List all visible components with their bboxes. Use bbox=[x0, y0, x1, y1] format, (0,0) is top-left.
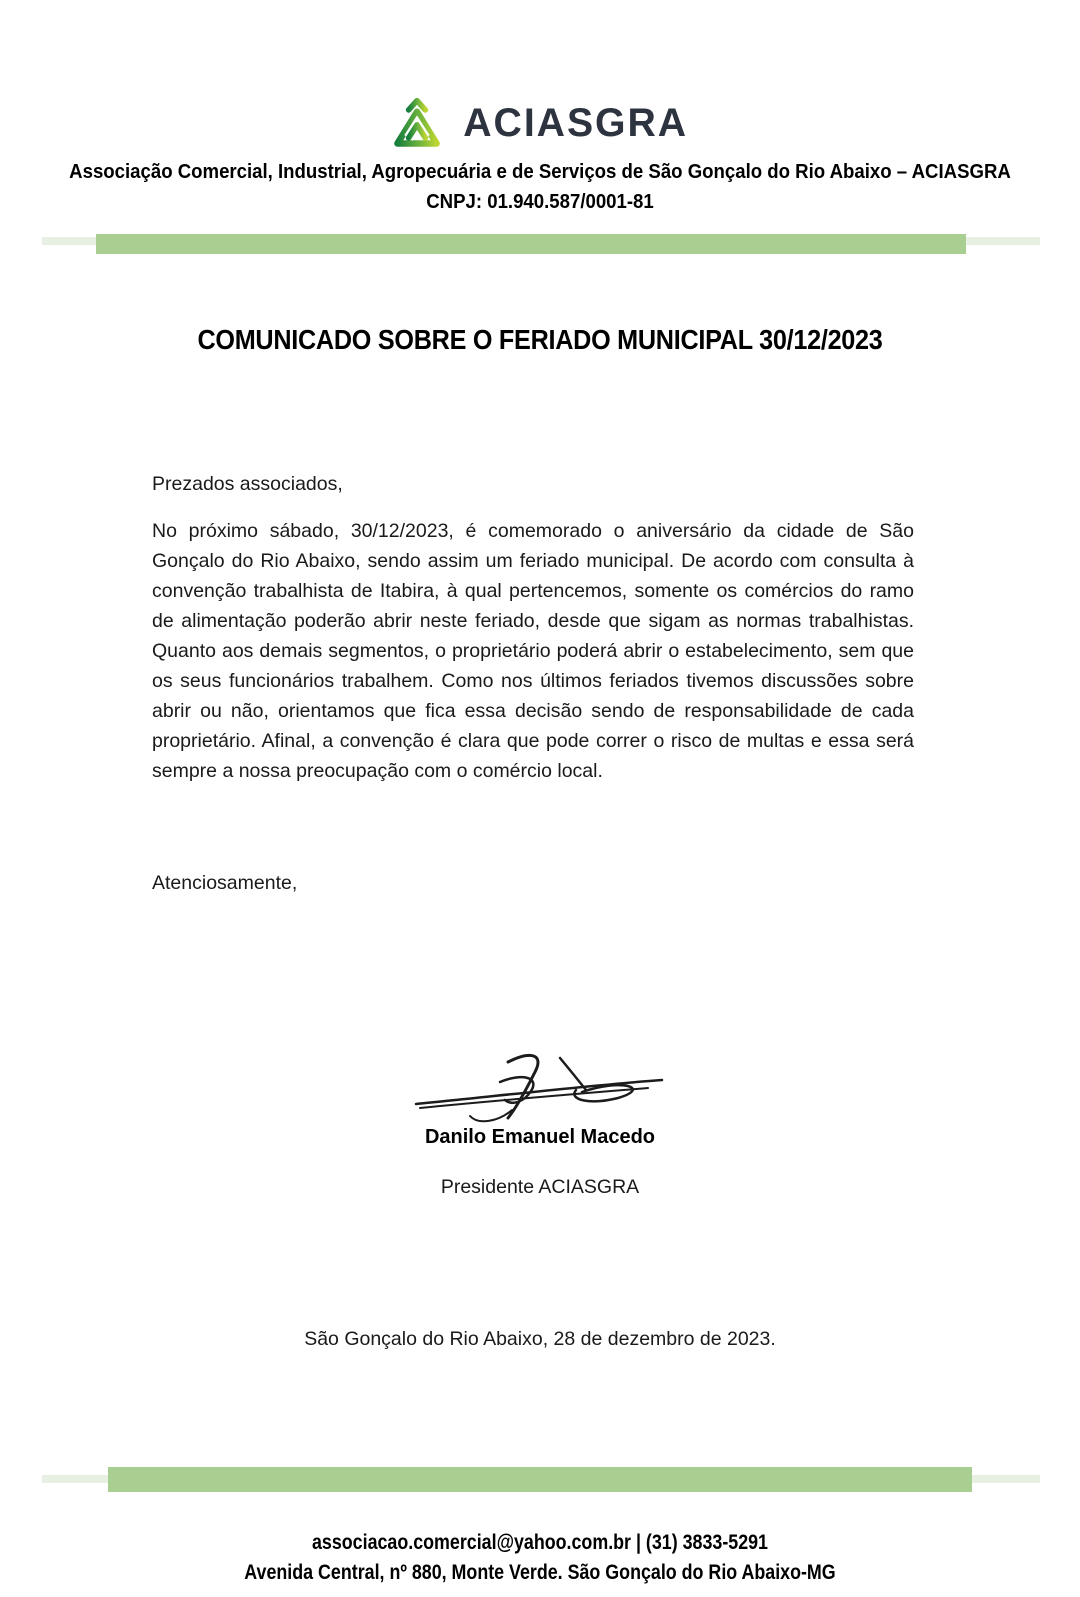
logo-wordmark: ACIASGRA bbox=[463, 100, 689, 145]
salutation: Prezados associados, bbox=[152, 473, 343, 495]
org-name-line: Associação Comercial, Industrial, Agropecuária e de Serviços de São Gonçalo do Rio Abaixo – ACIASGRA bbox=[69, 161, 1011, 183]
signature-image bbox=[410, 1048, 670, 1126]
signature-block bbox=[0, 1048, 1080, 1126]
signer-name: Danilo Emanuel Macedo bbox=[424, 1126, 656, 1148]
aciasgra-logo-icon bbox=[389, 96, 445, 150]
logo bbox=[0, 96, 1080, 150]
signer-title: Presidente ACIASGRA bbox=[440, 1176, 640, 1198]
document-title: COMUNICADO SOBRE O FERIADO MUNICIPAL 30/12/2023 bbox=[197, 324, 883, 355]
top-divider-bar bbox=[96, 234, 966, 254]
bottom-divider-bar bbox=[108, 1467, 972, 1492]
closing-line: Atenciosamente, bbox=[152, 872, 298, 894]
footer-address-line: Avenida Central, nº 880, Monte Verde. São Gonçalo do Rio Abaixo-MG bbox=[244, 1561, 836, 1584]
cnpj-line: CNPJ: 01.940.587/0001-81 bbox=[426, 191, 654, 213]
body-paragraph: No próximo sábado, 30/12/2023, é comemorado o aniversário da cidade de São Gonçalo do Rio Abaixo, sendo assim um feriado municipal. De acordo com consulta à convenção trabalhista de Itabira, à qual pertencemos, somente os comércios do ramo de alimentação poderão abrir neste feriado, desde que sigam as normas trabalhistas. Quanto aos demais segmentos, o proprietário poderá abrir o estabelecimento, sem que os seus funcionários trabalhem. Como nos últimos feriados tivemos discussões sobre abrir ou não, orientamos que fica essa decisão sendo de responsabilidade de cada proprietário. Afinal, a convenção é clara que pode correr o risco de multas e essa será sempre a nossa preocupação com o comércio local. bbox=[152, 520, 914, 782]
dateline: São Gonçalo do Rio Abaixo, 28 de dezembro de 2023. bbox=[304, 1328, 776, 1350]
footer-contact-line: associacao.comercial@yahoo.com.br | (31) 3833-5291 bbox=[312, 1531, 768, 1554]
